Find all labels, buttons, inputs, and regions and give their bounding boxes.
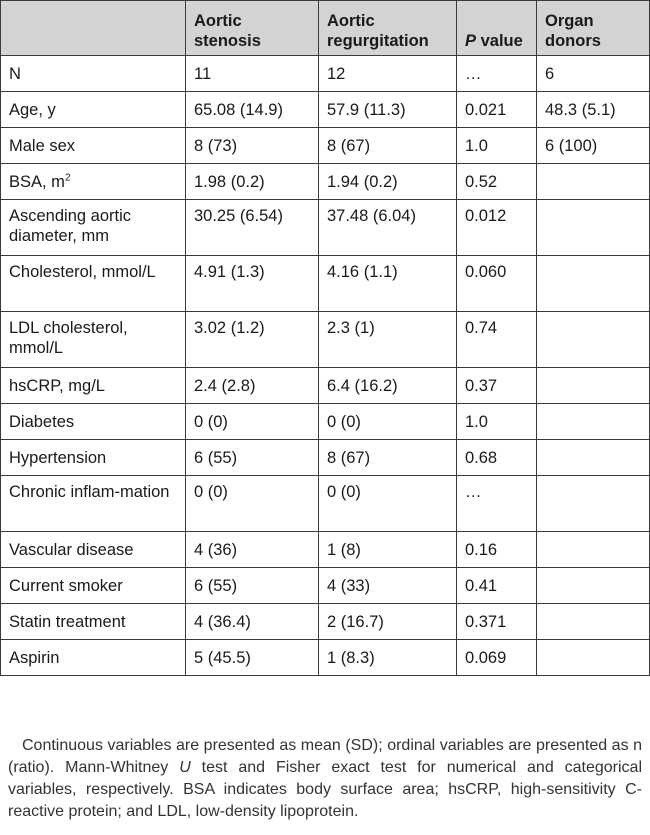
aortic-stenosis-cell-text: 3.02 (1.2) [194, 319, 265, 337]
table-footnote [0, 735, 650, 823]
aortic-regurgitation-cell-text: 1.94 (0.2) [327, 172, 398, 191]
aortic-stenosis-cell [186, 200, 319, 256]
aortic-regurgitation-cell-text: 2.3 (1) [327, 319, 375, 337]
aortic-stenosis-cell [186, 256, 319, 312]
p-value-cell [457, 604, 537, 640]
table-row [1, 164, 650, 200]
aortic-regurgitation-cell-text: 12 [327, 64, 346, 83]
table-row [1, 312, 650, 368]
aortic-regurgitation-cell-text: 2 (16.7) [327, 612, 384, 631]
p-value-cell [457, 312, 537, 368]
row-label-cell [1, 200, 186, 256]
organ-donors-cell [537, 568, 650, 604]
p-value-cell [457, 128, 537, 164]
p-value-cell-text: 0.060 [465, 263, 507, 281]
table-row [1, 200, 650, 256]
row-label-cell-text: Current smoker [9, 576, 123, 595]
row-label-cell [1, 476, 186, 532]
table-row [1, 640, 650, 676]
organ-donors-cell-text: 6 (100) [545, 136, 598, 155]
p-value-cell-text: 1.0 [465, 136, 488, 155]
aortic-stenosis-cell-text: 65.08 (14.9) [194, 100, 283, 119]
aortic-stenosis-cell-text: 8 (73) [194, 136, 238, 155]
organ-donors-cell [537, 56, 650, 92]
organ-donors-cell [537, 256, 650, 312]
table-row [1, 92, 650, 128]
header-organ-donors: Organ donors [537, 1, 650, 56]
aortic-stenosis-cell-text: 6 (55) [194, 576, 238, 595]
p-value-cell-text: 0.52 [465, 172, 498, 191]
aortic-regurgitation-cell-text: 0 (0) [327, 483, 361, 501]
row-label-cell [1, 312, 186, 368]
p-value-cell [457, 56, 537, 92]
organ-donors-cell-text: 48.3 (5.1) [545, 100, 616, 119]
p-value-cell [457, 200, 537, 256]
p-value-cell-text: 0.37 [465, 376, 498, 395]
aortic-stenosis-cell [186, 368, 319, 404]
table-row [1, 604, 650, 640]
aortic-stenosis-cell [186, 92, 319, 128]
row-label-cell-text: LDL cholesterol, mmol/L [9, 319, 128, 357]
aortic-stenosis-cell [186, 604, 319, 640]
row-label-cell-text: Male sex [9, 136, 76, 155]
organ-donors-cell [537, 476, 650, 532]
aortic-stenosis-cell [186, 440, 319, 476]
p-value-cell [457, 164, 537, 200]
organ-donors-cell [537, 312, 650, 368]
p-value-cell-text: … [465, 483, 482, 501]
table-row [1, 256, 650, 312]
aortic-regurgitation-cell-text: 1 (8) [327, 540, 361, 559]
aortic-regurgitation-cell-text: 0 (0) [327, 412, 361, 431]
aortic-stenosis-cell-text: 5 (45.5) [194, 648, 251, 667]
p-value-cell-text: 1.0 [465, 412, 488, 431]
p-value-cell-text: 0.371 [465, 612, 507, 631]
row-label-cell-text: Hypertension [9, 448, 107, 467]
organ-donors-cell [537, 200, 650, 256]
row-label-cell [1, 368, 186, 404]
aortic-regurgitation-cell [319, 164, 457, 200]
aortic-regurgitation-cell-text: 57.9 (11.3) [327, 100, 406, 119]
aortic-stenosis-cell-text: 1.98 (0.2) [194, 172, 265, 191]
header-row [1, 1, 650, 56]
aortic-stenosis-cell [186, 404, 319, 440]
p-value-cell [457, 532, 537, 568]
header-p-italic: P [465, 32, 477, 50]
row-label-cell [1, 532, 186, 568]
row-label-cell [1, 92, 186, 128]
table-row [1, 404, 650, 440]
aortic-stenosis-cell-text: 2.4 (2.8) [194, 376, 256, 395]
aortic-regurgitation-cell [319, 56, 457, 92]
row-label-cell [1, 604, 186, 640]
aortic-regurgitation-cell [319, 312, 457, 368]
aortic-regurgitation-cell-text: 8 (67) [327, 448, 371, 467]
p-value-cell [457, 404, 537, 440]
row-label-cell-text: Ascending aortic diameter, mm [9, 207, 131, 245]
p-value-cell-text: 0.069 [465, 648, 507, 667]
aortic-regurgitation-cell [319, 92, 457, 128]
organ-donors-cell-text: 6 [545, 64, 555, 83]
aortic-regurgitation-cell-text: 4.16 (1.1) [327, 263, 398, 281]
p-value-cell-text: 0.68 [465, 448, 498, 467]
p-value-cell [457, 476, 537, 532]
table-row [1, 476, 650, 532]
table-row [1, 56, 650, 92]
p-value-cell-text: 0.41 [465, 576, 498, 595]
aortic-stenosis-cell [186, 56, 319, 92]
organ-donors-cell [537, 532, 650, 568]
aortic-regurgitation-cell [319, 404, 457, 440]
table-row [1, 128, 650, 164]
p-value-cell-text: … [465, 64, 482, 83]
aortic-stenosis-cell [186, 128, 319, 164]
aortic-regurgitation-cell [319, 568, 457, 604]
row-label-cell-text: Chronic inflam-mation [9, 483, 170, 501]
aortic-regurgitation-cell [319, 128, 457, 164]
header-p-rest: value [476, 32, 523, 50]
footnote-part2: test and Fisher exact test for numerical and categorical variables, respectively. BSA indicates body surface area; hsCRP, high-sensitivity C-reactive protein; and LDL, low-density lipoprotein. [8, 759, 643, 820]
p-value-cell [457, 568, 537, 604]
aortic-regurgitation-cell [319, 200, 457, 256]
row-label-cell [1, 256, 186, 312]
p-value-cell [457, 368, 537, 404]
table-row [1, 568, 650, 604]
organ-donors-cell [537, 128, 650, 164]
row-label-cell-text: Vascular disease [9, 540, 134, 559]
table-row [1, 368, 650, 404]
p-value-cell [457, 92, 537, 128]
table-row [1, 532, 650, 568]
aortic-stenosis-cell [186, 476, 319, 532]
aortic-stenosis-cell-text: 4 (36.4) [194, 612, 251, 631]
header-blank [1, 1, 186, 56]
aortic-regurgitation-cell [319, 640, 457, 676]
organ-donors-cell [537, 440, 650, 476]
row-label-cell [1, 128, 186, 164]
footnote-part1: Continuous variables are presented as mean (SD); ordinal variables are presented as n (ratio). Mann-Whitney [8, 737, 642, 776]
row-label-cell-text: Statin treatment [9, 612, 126, 631]
row-label-cell-text: BSA, m [9, 172, 65, 191]
aortic-regurgitation-cell-text: 8 (67) [327, 136, 371, 155]
aortic-stenosis-cell-text: 0 (0) [194, 412, 228, 431]
organ-donors-cell [537, 640, 650, 676]
p-value-cell-text: 0.012 [465, 207, 507, 225]
footnote-u-italic: U [179, 759, 191, 776]
aortic-stenosis-cell-text: 6 (55) [194, 448, 238, 467]
row-label-cell-text: Age, y [9, 100, 56, 119]
aortic-stenosis-cell-text: 4.91 (1.3) [194, 263, 265, 281]
p-value-cell [457, 440, 537, 476]
aortic-regurgitation-cell [319, 440, 457, 476]
aortic-stenosis-cell-text: 4 (36) [194, 540, 238, 559]
aortic-regurgitation-cell-text: 37.48 (6.04) [327, 207, 416, 225]
aortic-regurgitation-cell-text: 4 (33) [327, 576, 371, 595]
organ-donors-cell [537, 404, 650, 440]
header-p-value [457, 1, 537, 56]
aortic-stenosis-cell [186, 640, 319, 676]
row-label-cell [1, 56, 186, 92]
aortic-stenosis-cell [186, 164, 319, 200]
superscript: 2 [64, 172, 71, 183]
aortic-regurgitation-cell-text: 6.4 (16.2) [327, 376, 398, 395]
row-label-cell [1, 568, 186, 604]
header-aortic-regurgitation: Aortic regurgitation [319, 1, 457, 56]
row-label-cell [1, 164, 186, 200]
row-label-cell-text: Cholesterol, mmol/L [9, 263, 156, 281]
aortic-regurgitation-cell-text: 1 (8.3) [327, 648, 375, 667]
aortic-stenosis-cell-text: 11 [194, 64, 212, 83]
row-label-cell-text: Aspirin [9, 648, 60, 667]
aortic-stenosis-cell-text: 30.25 (6.54) [194, 207, 283, 225]
row-label-cell [1, 440, 186, 476]
p-value-cell [457, 256, 537, 312]
row-label-cell [1, 640, 186, 676]
aortic-regurgitation-cell [319, 604, 457, 640]
aortic-stenosis-cell [186, 568, 319, 604]
p-value-cell [457, 640, 537, 676]
row-label-cell-text: N [9, 64, 21, 83]
aortic-regurgitation-cell [319, 368, 457, 404]
table-row [1, 440, 650, 476]
organ-donors-cell [537, 92, 650, 128]
aortic-regurgitation-cell [319, 532, 457, 568]
aortic-regurgitation-cell [319, 256, 457, 312]
row-label-cell [1, 404, 186, 440]
aortic-regurgitation-cell [319, 476, 457, 532]
row-label-cell-text: hsCRP, mg/L [9, 376, 105, 395]
p-value-cell-text: 0.16 [465, 540, 498, 559]
organ-donors-cell [537, 164, 650, 200]
organ-donors-cell [537, 604, 650, 640]
table-body [1, 56, 650, 676]
organ-donors-cell [537, 368, 650, 404]
aortic-stenosis-cell-text: 0 (0) [194, 483, 228, 501]
aortic-stenosis-cell [186, 532, 319, 568]
p-value-cell-text: 0.021 [465, 100, 507, 119]
aortic-stenosis-cell [186, 312, 319, 368]
header-aortic-stenosis: Aortic stenosis [186, 1, 319, 56]
p-value-cell-text: 0.74 [465, 319, 498, 337]
row-label-cell-text: Diabetes [9, 412, 75, 431]
